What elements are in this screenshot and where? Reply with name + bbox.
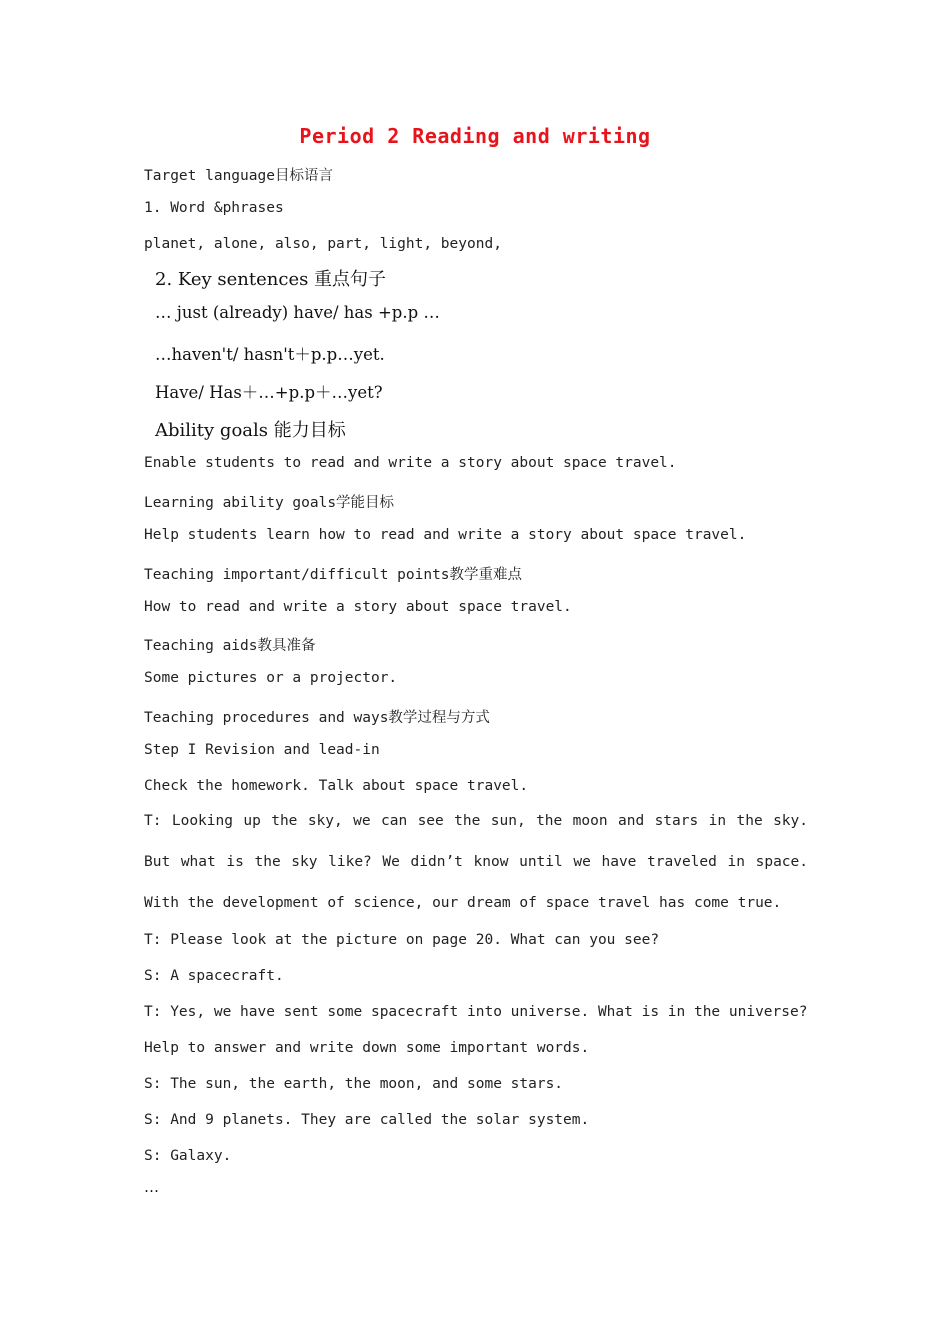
dialogue-line-5: S: The sun, the earth, the moon, and some stars.	[144, 1076, 564, 1092]
teaching-points-text: How to read and write a story about space travel.	[144, 599, 572, 615]
dialogue-intro-paragraph: T: Looking up the sky, we can see the sun, the moon and stars in the sky. But what is the sky like? We didn’t know until we have traveled in space. With the development of science, our dream of space travel has come true.	[144, 813, 808, 911]
key-sentence-1: … just (already) have/ has +p.p …	[155, 303, 440, 322]
key-sentence-3: Have/ Has＋…+p.p＋…yet?	[155, 383, 383, 402]
word-list: planet, alone, also, part, light, beyond,	[144, 236, 502, 252]
ability-goals-text: Enable students to read and write a story about space travel.	[144, 455, 677, 471]
dialogue-line-6: S: And 9 planets. They are called the solar system.	[144, 1112, 590, 1128]
step1-text: Check the homework. Talk about space travel.	[144, 778, 529, 794]
dialogue-line-1: T: Please look at the picture on page 20. What can you see?	[144, 932, 660, 948]
dialogue-line-3: T: Yes, we have sent some spacecraft into universe. What is in the universe?	[144, 1004, 808, 1020]
word-phrases-heading: 1. Word &phrases	[144, 200, 284, 216]
continuation-ellipsis: …	[144, 1178, 159, 1196]
key-sentence-2: …haven't/ hasn't＋p.p…yet.	[155, 345, 385, 364]
step1-heading: Step I Revision and lead-in	[144, 742, 380, 758]
ability-goals-heading: Ability goals 能力目标	[155, 420, 346, 441]
dialogue-line-4: Help to answer and write down some important words.	[144, 1040, 590, 1056]
target-language-heading: Target language目标语言	[144, 168, 333, 184]
learning-goals-text: Help students learn how to read and write a story about space travel.	[144, 527, 747, 543]
dialogue-line-2: S: A spacecraft.	[144, 968, 284, 984]
dialogue-line-7: S: Galaxy.	[144, 1148, 232, 1164]
page-title: Period 2 Reading and writing	[299, 124, 651, 148]
teaching-aids-text: Some pictures or a projector.	[144, 670, 398, 686]
teaching-aids-heading: Teaching aids教具准备	[144, 638, 316, 654]
learning-goals-heading: Learning ability goals学能目标	[144, 495, 395, 511]
teaching-points-heading: Teaching important/difficult points教学重难点	[144, 567, 523, 583]
procedures-heading: Teaching procedures and ways教学过程与方式	[144, 710, 490, 726]
key-sentences-heading: 2. Key sentences 重点句子	[155, 269, 387, 290]
